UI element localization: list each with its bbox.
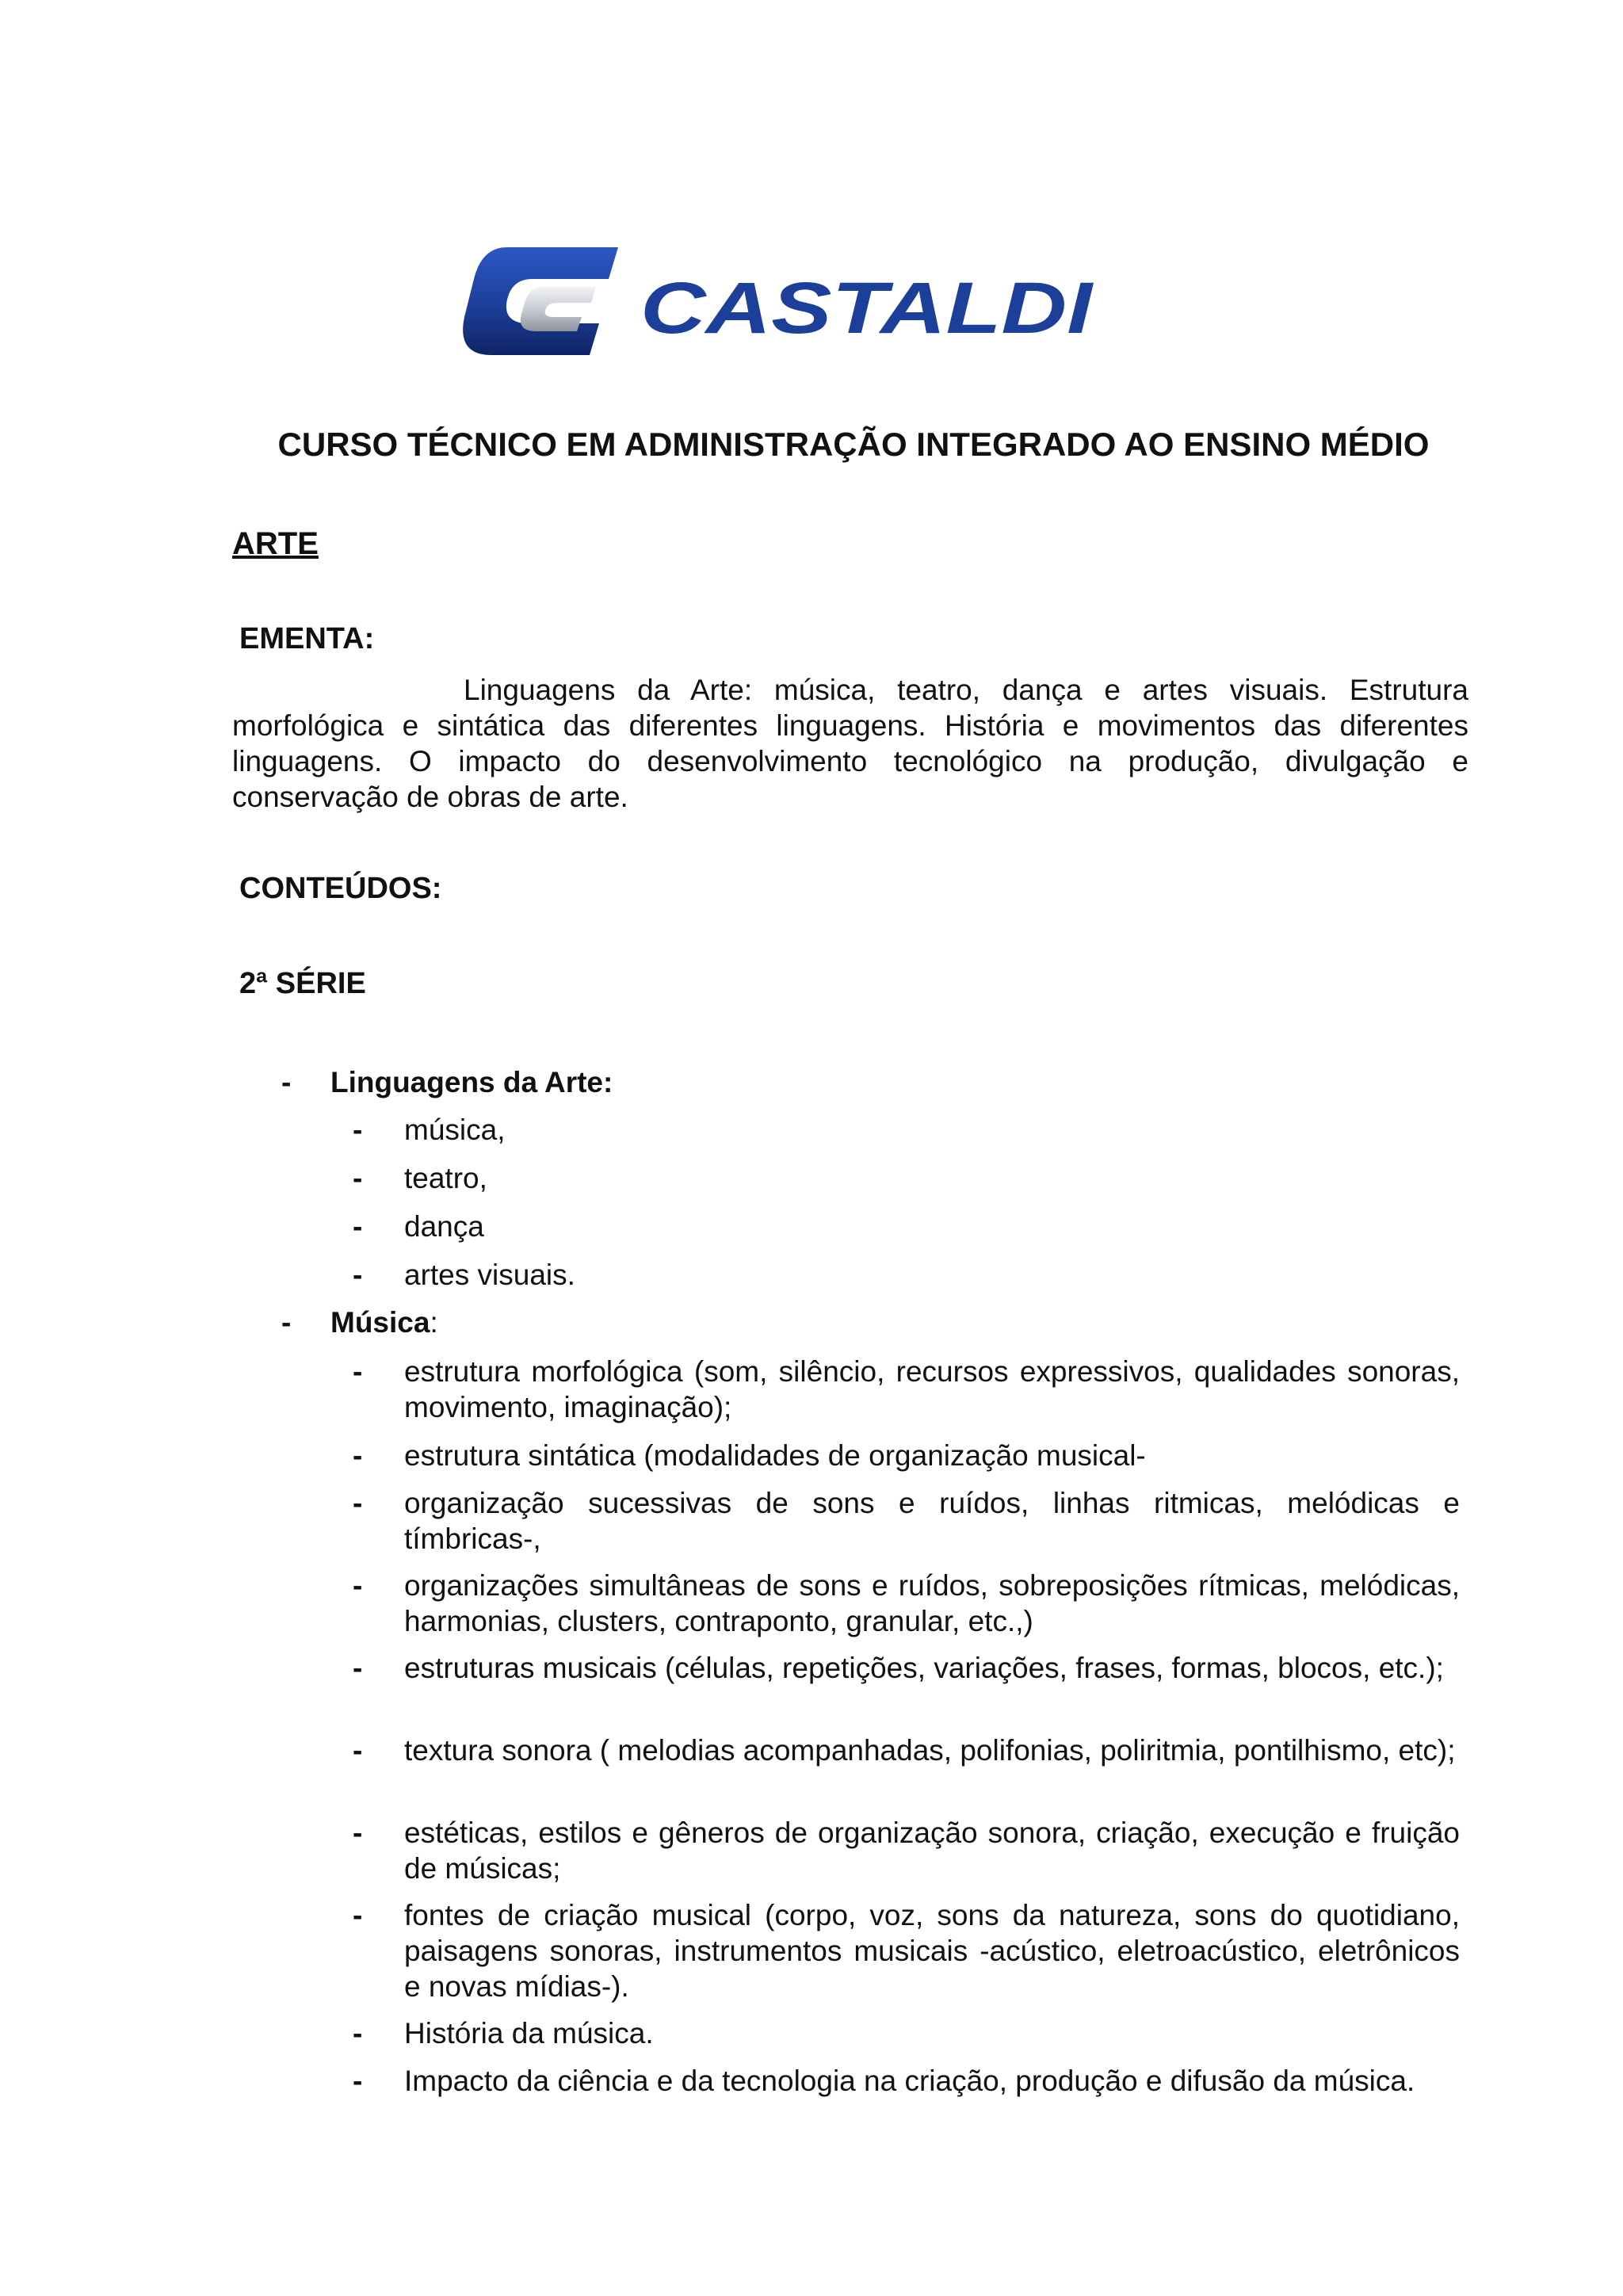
bullet-dash: - [353, 2065, 363, 2097]
list-item-text: música, [404, 1114, 506, 1146]
list-item-text: textura sonora ( melodias acompanhadas, polifonias, poliritmia, pontilhismo, etc); [404, 1734, 1456, 1767]
bullet-dash: - [353, 1899, 363, 1931]
bullet-dash: - [353, 1817, 363, 1849]
list-item-text: Impacto da ciência e da tecnologia na criação, produção e difusão da música. [404, 2065, 1415, 2097]
ementa-text: Linguagens da Arte: música, teatro, dança e artes visuais. Estrutura morfológica e sintática das diferentes linguagens. História e movimentos das diferentes linguagens. O impacto do desenvolvimento tecnológico na produção, divulgação e conservação de obras de arte. [232, 674, 1468, 813]
list-item-text: estéticas, estilos e gêneros de organização sonora, criação, execução e fruição de músicas; [404, 1817, 1460, 1885]
course-title: CURSO TÉCNICO EM ADMINISTRAÇÃO INTEGRADO AO ENSINO MÉDIO [277, 426, 1430, 463]
list-item-text: estrutura morfológica (som, silêncio, recursos expressivos, qualidades sonoras, movimento, imaginação); [404, 1355, 1460, 1423]
bullet-dash: - [353, 1569, 363, 1602]
serie-heading: 2ª SÉRIE [239, 967, 366, 1000]
bullet-dash: - [281, 1066, 292, 1098]
section-title-colon: : [430, 1306, 438, 1339]
bullet-dash: - [353, 1652, 363, 1684]
list-item-text: organização sucessivas de sons e ruídos, linhas ritmicas, melódicas e tímbricas-, [404, 1487, 1460, 1555]
section-title: Linguagens da Arte: [330, 1066, 613, 1098]
section-title: Música [330, 1306, 430, 1339]
list-item-text: dança [404, 1210, 484, 1243]
list-item-text: estrutura sintática (modalidades de organização musical- [404, 1439, 1146, 1472]
subject-title: ARTE [232, 526, 319, 561]
bullet-dash: - [353, 1734, 363, 1767]
bullet-dash: - [353, 1439, 363, 1472]
ementa-heading: EMENTA: [239, 622, 375, 655]
bullet-dash: - [353, 1487, 363, 1519]
conteudos-heading: CONTEÚDOS: [239, 872, 442, 905]
list-item-text: teatro, [404, 1162, 487, 1194]
bullet-dash: - [353, 1259, 363, 1291]
bullet-dash: - [353, 2017, 363, 2050]
bullet-dash: - [353, 1210, 363, 1243]
list-item-text: artes visuais. [404, 1259, 575, 1291]
bullet-dash: - [353, 1355, 363, 1388]
logo-wordmark: CASTALDI [640, 268, 1095, 349]
list-item-text: fontes de criação musical (corpo, voz, sons da natureza, sons do quotidiano, paisagens sonoras, instrumentos musicais -acústico, eletroacústico, eletrônicos e novas mídias-). [404, 1899, 1460, 2003]
list-item-text: História da música. [404, 2017, 654, 2050]
section-title-wrapper [330, 1305, 438, 1340]
bullet-dash: - [353, 1114, 363, 1146]
castaldi-logo [460, 238, 1109, 365]
list-item-text: organizações simultâneas de sons e ruídos, sobreposições rítmicas, melódicas, harmonias, clusters, contraponto, granular, etc.,) [404, 1569, 1460, 1637]
list-item-text: estruturas musicais (células, repetições, variações, frases, formas, blocos, etc.); [404, 1652, 1444, 1684]
bullet-dash: - [281, 1306, 292, 1339]
bullet-dash: - [353, 1162, 363, 1194]
